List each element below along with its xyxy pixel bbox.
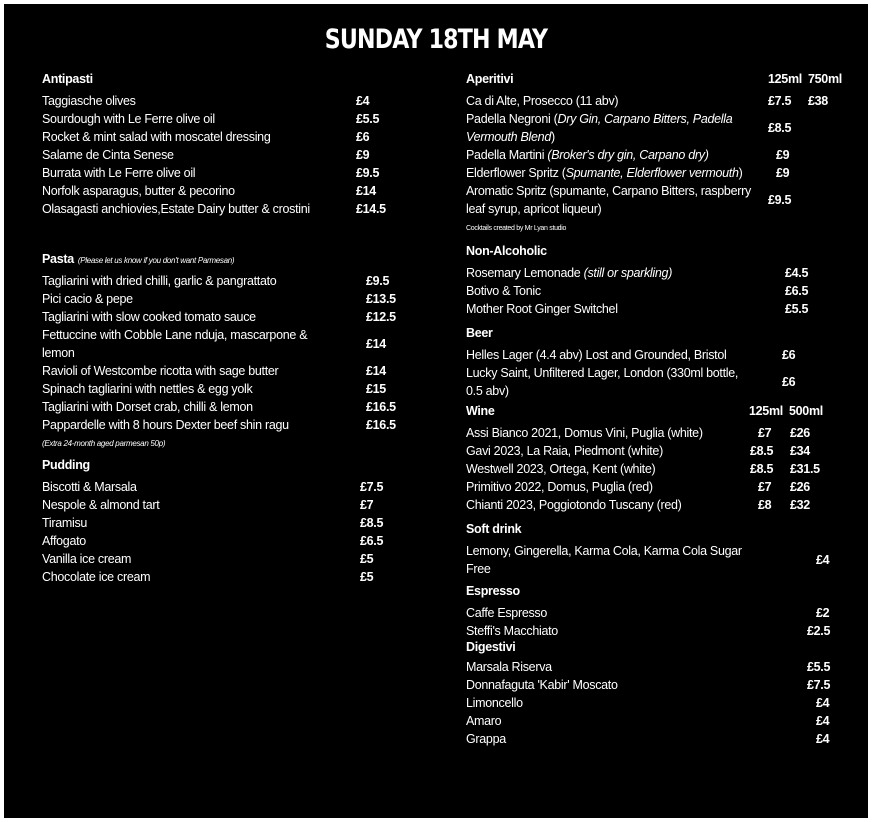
item-price: £4.5 <box>785 266 809 280</box>
list-item <box>42 308 422 326</box>
item-name-italic: Spumante, Elderflower vermouth <box>565 166 739 180</box>
item-name: Salame de Cinta Senese <box>42 148 174 162</box>
section-aperitivi <box>466 72 862 240</box>
item-name-italic: (still or sparkling) <box>583 266 673 280</box>
item-name: Norfolk asparagus, butter & pecorino <box>42 184 235 198</box>
item-price: £31.5 <box>790 462 820 476</box>
item-price: £8 <box>758 498 772 512</box>
item-price: £9 <box>776 148 790 162</box>
list-item <box>42 290 422 308</box>
item-price: £38 <box>808 94 828 108</box>
item-name: Vanilla ice cream <box>42 552 132 566</box>
item-name: Tagliarini with slow cooked tomato sauce <box>42 310 256 324</box>
item-price: £9.5 <box>356 166 380 180</box>
item-price: £6 <box>782 348 796 362</box>
item-name: Tiramisu <box>42 516 88 530</box>
list-item <box>42 146 422 164</box>
item-name: Burrata with Le Ferre olive oil <box>42 166 196 180</box>
list-item <box>466 264 862 282</box>
item-name: Ca di Alte, Prosecco (11 abv) <box>466 94 619 108</box>
item-name: Tagliarini with dried chilli, garlic & pangrattato <box>42 274 277 288</box>
item-price: £8.5 <box>360 516 384 530</box>
section-espresso <box>466 584 862 640</box>
item-name: Biscotti & Marsala <box>42 480 137 494</box>
list-item <box>42 362 422 380</box>
list-item <box>466 676 862 694</box>
item-name: Pappardelle with 8 hours Dexter beef shin ragu <box>42 418 289 432</box>
item-price: £9.5 <box>366 274 390 288</box>
item-price: £7 <box>758 480 772 494</box>
list-item <box>42 550 422 568</box>
item-name: Marsala Riserva <box>466 660 552 674</box>
item-name <box>466 264 785 282</box>
list-item <box>42 110 422 128</box>
item-name <box>466 282 785 300</box>
item-price: £13.5 <box>366 292 396 306</box>
item-price: £5.5 <box>807 660 831 674</box>
item-price: £12.5 <box>366 310 396 324</box>
list-item <box>466 604 862 622</box>
item-price: £9.5 <box>768 193 792 207</box>
list-item <box>466 658 862 676</box>
item-name: Pici cacio & pepe <box>42 292 133 306</box>
item-price: £8.5 <box>768 121 792 135</box>
item-price: £8.5 <box>750 462 774 476</box>
item-price: £5.5 <box>785 302 809 316</box>
list-item <box>466 146 862 164</box>
item-price: £4 <box>816 732 830 746</box>
page-title: SUNDAY 18TH MAY <box>324 24 548 55</box>
size-label: 125ml <box>749 404 783 418</box>
item-price: £14 <box>366 364 386 378</box>
item-name: Limoncello <box>466 696 523 710</box>
item-price: £16.5 <box>366 418 396 432</box>
item-name-part: Rosemary Lemonade <box>466 266 584 280</box>
item-price: £26 <box>790 480 810 494</box>
item-name: Steffi's Macchiato <box>466 624 558 638</box>
pasta-footnote: (Extra 24-month aged parmesan 50p) <box>42 439 166 448</box>
item-price: £6 <box>356 130 370 144</box>
list-item <box>42 380 422 398</box>
list-item <box>42 272 422 290</box>
section-heading-row <box>42 252 422 272</box>
list-item <box>466 300 862 318</box>
list-item <box>466 622 862 640</box>
item-price: £4 <box>816 696 830 710</box>
section-heading: Pasta <box>42 252 74 266</box>
list-item <box>466 92 862 110</box>
list-item <box>466 496 862 514</box>
item-name-part: ) <box>738 166 743 180</box>
list-item <box>42 478 422 496</box>
cocktail-credit: Cocktails created by Mr Lyan studio <box>466 225 567 232</box>
item-price: £7 <box>360 498 374 512</box>
item-name: Chocolate ice cream <box>42 570 151 584</box>
item-name-italic: (Broker's dry gin, Carpano dry) <box>547 148 709 162</box>
list-item <box>42 326 422 362</box>
list-item <box>466 110 862 146</box>
list-item <box>466 164 862 182</box>
section-non-alcoholic <box>466 244 862 318</box>
item-name <box>466 110 744 146</box>
section-digestivi <box>466 640 862 748</box>
list-item <box>466 424 862 442</box>
list-item <box>466 460 862 478</box>
item-price: £6 <box>782 375 796 389</box>
item-price: £5.5 <box>356 112 380 126</box>
item-name: Affogato <box>42 534 86 548</box>
item-name: Chianti 2023, Poggiotondo Tuscany (red) <box>466 498 682 512</box>
item-price: £7 <box>758 426 772 440</box>
item-name: Spinach tagliarini with nettles & egg yolk <box>42 382 253 396</box>
item-name-part: Botivo & Tonic <box>466 284 541 298</box>
item-name: Westwell 2023, Ortega, Kent (white) <box>466 462 656 476</box>
list-item <box>466 712 862 730</box>
size-label: 500ml <box>789 404 823 418</box>
item-name <box>466 164 776 182</box>
list-item <box>42 92 422 110</box>
list-item <box>466 542 862 578</box>
item-name-part: Padella Martini <box>466 148 548 162</box>
item-name-part: ) <box>550 130 555 144</box>
item-name: Grappa <box>466 732 506 746</box>
item-name: Primitivo 2022, Domus, Puglia (red) <box>466 480 653 494</box>
section-heading: Soft drink <box>466 522 522 536</box>
list-item <box>466 478 862 496</box>
list-item <box>42 200 422 218</box>
menu-board <box>4 4 868 818</box>
section-heading: Beer <box>466 326 493 340</box>
section-wine <box>466 404 862 514</box>
section-soft-drink <box>466 522 862 578</box>
item-name: Olasagasti anchiovies,Estate Dairy butter & crostini <box>42 202 310 216</box>
item-name: Caffe Espresso <box>466 606 548 620</box>
item-price: £32 <box>790 498 810 512</box>
list-item <box>42 398 422 416</box>
item-price: £8.5 <box>750 444 774 458</box>
item-price: £5 <box>360 570 374 584</box>
section-heading: Aperitivi <box>466 72 514 86</box>
pasta-note: (Please let us know if you don't want Parmesan) <box>77 256 235 265</box>
section-antipasti <box>42 72 422 218</box>
item-price: £14.5 <box>356 202 386 216</box>
size-label: 125ml <box>768 72 802 86</box>
section-beer <box>466 326 862 400</box>
size-label: 750ml <box>808 72 842 86</box>
section-heading-row <box>466 72 862 92</box>
item-name <box>466 300 785 318</box>
item-name: Tagliarini with Dorset crab, chilli & lemon <box>42 400 253 414</box>
list-item <box>42 416 422 434</box>
item-price: £26 <box>790 426 810 440</box>
list-item <box>466 364 862 400</box>
item-price: £9 <box>776 166 790 180</box>
list-item <box>42 514 422 532</box>
item-price: £6.5 <box>360 534 384 548</box>
item-name: Lucky Saint, Unfiltered Lager, London (330ml bottle, 0.5 abv) <box>466 366 739 398</box>
list-item <box>466 182 862 218</box>
section-heading: Antipasti <box>42 72 93 86</box>
spacer <box>42 222 422 252</box>
item-name: Ravioli of Westcombe ricotta with sage butter <box>42 364 279 378</box>
item-name-italic: Dry Gin, Carpano Bitters, Padella Vermouth Blend <box>466 112 733 144</box>
list-item <box>466 730 862 748</box>
item-name: Fettuccine with Cobble Lane nduja, mascarpone & lemon <box>42 328 308 360</box>
item-price: £4 <box>816 553 830 567</box>
item-price: £2.5 <box>807 624 831 638</box>
item-name: Taggiasche olives <box>42 94 136 108</box>
item-price: £9 <box>356 148 370 162</box>
list-item <box>466 694 862 712</box>
list-item <box>466 442 862 460</box>
item-price: £7.5 <box>360 480 384 494</box>
item-price: £6.5 <box>785 284 809 298</box>
section-pasta <box>42 252 422 454</box>
list-item <box>42 496 422 514</box>
item-name: Lemony, Gingerella, Karma Cola, Karma Cola Sugar Free <box>466 544 742 576</box>
section-heading: Digestivi <box>466 640 516 654</box>
item-name <box>466 146 776 164</box>
item-name: Donnafaguta 'Kabir' Moscato <box>466 678 618 692</box>
item-name <box>466 182 756 218</box>
item-name-part: Aromatic Spritz (spumante, Carpano Bitters, raspberry leaf syrup, apricot liqueur) <box>466 184 751 216</box>
right-column <box>466 72 862 752</box>
section-heading: Espresso <box>466 584 520 598</box>
list-item <box>42 128 422 146</box>
item-price: £15 <box>366 382 386 396</box>
item-name: Assi Bianco 2021, Domus Vini, Puglia (white) <box>466 426 703 440</box>
item-price: £14 <box>356 184 376 198</box>
section-pudding <box>42 458 422 586</box>
item-price: £7.5 <box>768 94 792 108</box>
list-item <box>42 532 422 550</box>
item-name-part: Elderflower Spritz ( <box>466 166 566 180</box>
item-price: £4 <box>356 94 370 108</box>
section-heading: Wine <box>466 404 495 418</box>
list-item <box>466 282 862 300</box>
item-price: £16.5 <box>366 400 396 414</box>
item-price: £5 <box>360 552 374 566</box>
item-name: Rocket & mint salad with moscatel dressing <box>42 130 271 144</box>
list-item <box>42 164 422 182</box>
left-column <box>42 72 422 590</box>
item-name: Nespole & almond tart <box>42 498 160 512</box>
list-item <box>466 346 862 364</box>
item-name: Gavi 2023, La Raia, Piedmont (white) <box>466 444 663 458</box>
item-price: £4 <box>816 714 830 728</box>
item-price: £7.5 <box>807 678 831 692</box>
section-heading: Pudding <box>42 458 90 472</box>
item-name: Helles Lager (4.4 abv) Lost and Grounded, Bristol <box>466 348 727 362</box>
item-price: £34 <box>790 444 810 458</box>
item-name-part: Mother Root Ginger Switchel <box>466 302 618 316</box>
section-heading-row <box>466 404 862 424</box>
list-item <box>42 568 422 586</box>
item-name: Amaro <box>466 714 502 728</box>
item-name: Sourdough with Le Ferre olive oil <box>42 112 215 126</box>
item-price: £14 <box>366 337 386 351</box>
list-item <box>42 182 422 200</box>
section-heading: Non-Alcoholic <box>466 244 547 258</box>
item-price: £2 <box>816 606 830 620</box>
item-name-part: Padella Negroni ( <box>466 112 558 126</box>
